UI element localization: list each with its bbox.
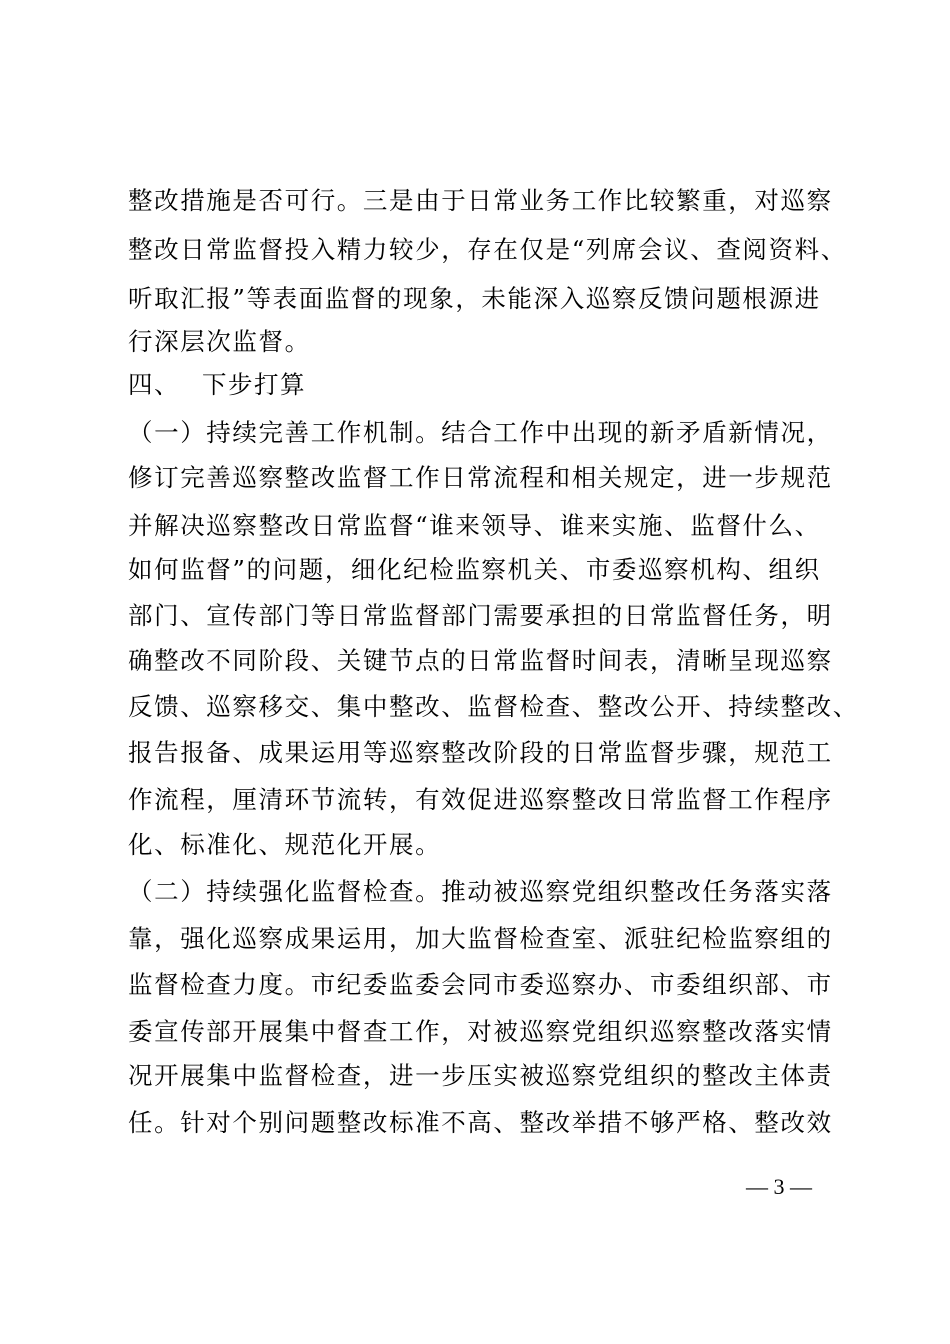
paragraph-line: 整改措施是否可行。三是由于日常业务工作比较繁重，对巡察 <box>128 186 833 215</box>
paragraph-line: 委宣传部开展集中督查工作，对被巡察党组织巡察整改落实情 <box>128 1017 833 1046</box>
paragraph-line: 行深层次监督。 <box>128 327 311 356</box>
paragraph-line: 修订完善巡察整改监督工作日常流程和相关规定，进一步规范 <box>128 463 833 492</box>
paragraph-line: 监督检查力度。市纪委监委会同市委巡察办、市委组织部、市 <box>128 970 833 999</box>
section-number: 四、 <box>128 370 180 399</box>
paragraph-line: 报告报备、成果运用等巡察整改阶段的日常监督步骤，规范工 <box>128 738 833 767</box>
paragraph-line: 并解决巡察整改日常监督“谁来领导、谁来实施、监督什么、 <box>128 511 821 540</box>
paragraph-line: （二）持续强化监督检查。推动被巡察党组织整改任务落实落 <box>128 877 833 906</box>
paragraph-line: 况开展集中监督检查，进一步压实被巡察党组织的整改主体责 <box>128 1061 833 1090</box>
paragraph-line: 部门、宣传部门等日常监督部门需要承担的日常监督任务，明 <box>128 601 833 630</box>
section-title: 下步打算 <box>202 370 306 399</box>
paragraph-line: 任。针对个别问题整改标准不高、整改举措不够严格、整改效 <box>128 1108 833 1137</box>
paragraph-line: 作流程，厘清环节流转，有效促进巡察整改日常监督工作程序 <box>128 785 833 814</box>
paragraph-line: （一）持续完善工作机制。结合工作中出现的新矛盾新情况， <box>128 418 833 447</box>
paragraph-line: 化、标准化、规范化开展。 <box>128 830 442 859</box>
paragraph-line: 如何监督”的问题，细化纪检监察机关、市委巡察机构、组织 <box>128 555 821 584</box>
section-heading <box>128 368 306 402</box>
page-number: — 3 — <box>746 1174 812 1199</box>
paragraph-line: 反馈、巡察移交、集中整改、监督检查、整改公开、持续整改、 <box>128 692 859 721</box>
paragraph-line: 靠，强化巡察成果运用，加大监督检查室、派驻纪检监察组的 <box>128 924 833 953</box>
paragraph-line: 确整改不同阶段、关键节点的日常监督时间表，清晰呈现巡察 <box>128 646 833 675</box>
paragraph-line: 听取汇报”等表面监督的现象，未能深入巡察反馈问题根源进 <box>128 284 821 313</box>
paragraph-line: 整改日常监督投入精力较少，存在仅是“列席会议、查阅资料、 <box>128 235 847 264</box>
